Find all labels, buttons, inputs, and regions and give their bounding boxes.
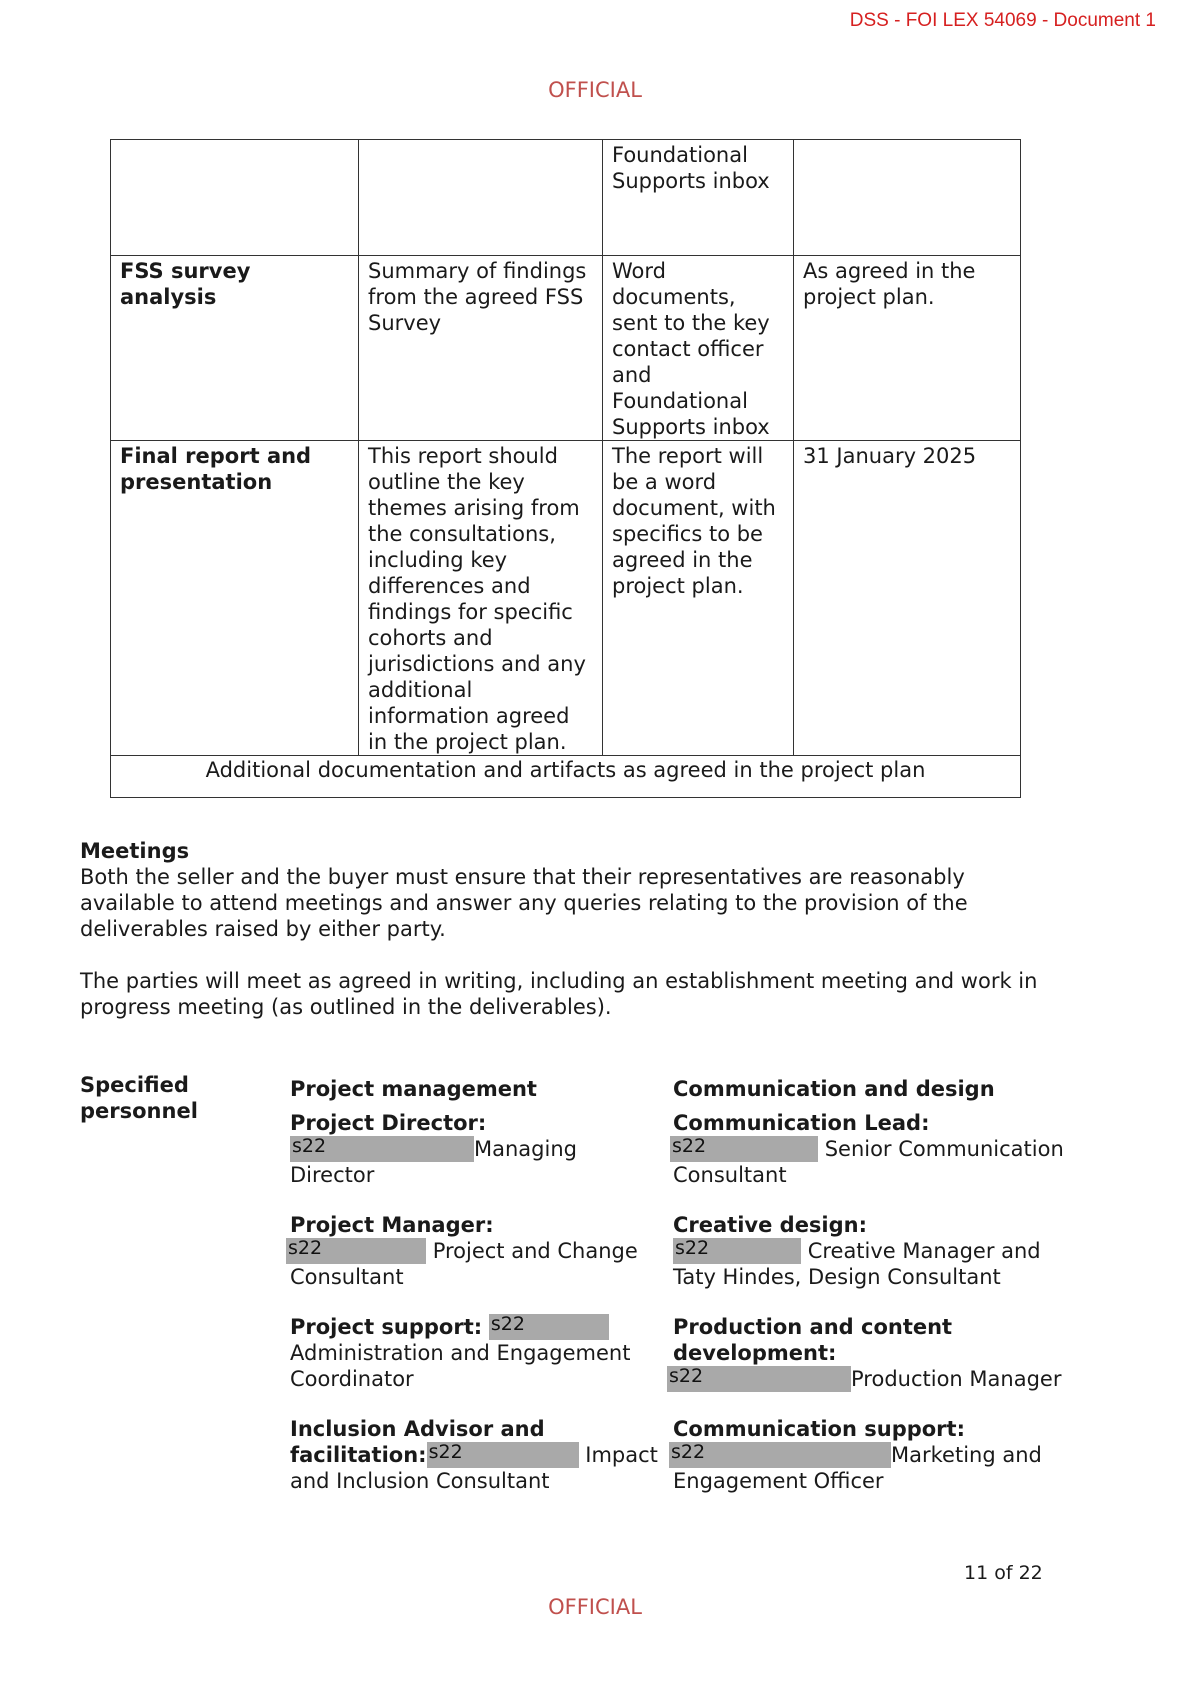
column-heading: Project management [290, 1077, 537, 1101]
role-title: facilitation: [290, 1443, 427, 1467]
position-text: Production Manager [851, 1367, 1062, 1391]
redaction-block: s22 [669, 1442, 891, 1468]
position-text: Director [290, 1163, 375, 1187]
table-row [111, 441, 1021, 756]
entry-line [669, 1365, 1073, 1392]
personnel-entry [290, 1212, 680, 1290]
personnel-entry [673, 1416, 1073, 1494]
personnel-entry [290, 1416, 680, 1494]
classification-marking-top: OFFICIAL [548, 78, 642, 102]
position-text: Marketing and [891, 1443, 1042, 1467]
role-title: Inclusion Advisor and [290, 1417, 545, 1441]
table-cell [359, 140, 603, 256]
meetings-paragraph: Both the seller and the buyer must ensure that their representatives are reasonably available to attend meetings and answer any queries relating to the provision of the deliverables raised by either party. [80, 865, 968, 941]
page-number: 11 of 22 [964, 1562, 1043, 1584]
personnel-entry [673, 1110, 1073, 1188]
redaction-block: s22 [290, 1136, 474, 1162]
table-cell: This report should outline the key themes arising from the consultations, including key differences and findings for specific cohorts and jurisdictions and any additional information agreed in the project plan. [359, 441, 603, 756]
table-footer-cell: Additional documentation and artifacts as agreed in the project plan [111, 756, 1021, 798]
redaction-block: s22 [673, 1238, 801, 1264]
role-title: Project support: [290, 1315, 483, 1339]
position-text: Consultant [673, 1163, 787, 1187]
table-cell [794, 140, 1021, 256]
column-heading: Communication and design [673, 1077, 995, 1101]
redaction-block: s22 [489, 1314, 609, 1340]
project-management-column [290, 1076, 680, 1518]
position-text: Creative Manager and [807, 1239, 1041, 1263]
entry-line [290, 1136, 680, 1162]
deliverable-name: FSS survey analysis [111, 256, 359, 441]
entry-line [673, 1136, 1073, 1162]
position-text: Project and Change [432, 1239, 638, 1263]
position-text: Consultant [290, 1265, 404, 1289]
table-row [111, 140, 1021, 256]
table-row [111, 756, 1021, 798]
foi-document-stamp: DSS - FOI LEX 54069 - Document 1 [849, 10, 1156, 31]
role-title: Communication support: [673, 1417, 965, 1441]
role-title: Production and content [673, 1315, 953, 1339]
table-cell: Summary of findings from the agreed FSS Survey [359, 256, 603, 441]
personnel-entry [290, 1314, 680, 1392]
position-text: Senior Communication [824, 1137, 1064, 1161]
label-text: personnel [80, 1099, 198, 1123]
communication-design-column [669, 1076, 1073, 1518]
role-title: Project Manager: [290, 1213, 494, 1237]
entry-line [673, 1238, 1073, 1264]
role-title: Communication Lead: [673, 1111, 930, 1135]
role-title: Creative design: [673, 1213, 868, 1237]
position-text: Impact [585, 1443, 658, 1467]
position-text: Administration and Engagement Coordinator [290, 1341, 631, 1391]
entry-line [290, 1238, 680, 1264]
personnel-entry [290, 1110, 680, 1188]
classification-marking-bottom: OFFICIAL [548, 1595, 642, 1619]
position-text: and Inclusion Consultant [290, 1469, 550, 1493]
personnel-entry [673, 1212, 1073, 1290]
table-cell: Word documents, sent to the key contact officer and Foundational Supports inbox [603, 256, 794, 441]
label-text: Specified [80, 1073, 189, 1097]
table-cell [111, 140, 359, 256]
position-text: Taty Hindes, Design Consultant [673, 1265, 1001, 1289]
table-row [111, 256, 1021, 441]
role-title: Project Director: [290, 1111, 487, 1135]
meetings-heading: Meetings [80, 839, 190, 863]
redaction-block: s22 [670, 1136, 818, 1162]
role-title: development: [673, 1341, 837, 1365]
deliverables-table [110, 139, 1021, 798]
deliverable-name: Final report and presentation [111, 441, 359, 756]
table-cell: As agreed in the project plan. [794, 256, 1021, 441]
meetings-paragraph: The parties will meet as agreed in writing, including an establishment meeting and work in progress meeting (as outlined in the deliverables). [80, 969, 1038, 1019]
position-text: Managing [474, 1137, 577, 1161]
table-cell: 31 January 2025 [794, 441, 1021, 756]
meetings-section [80, 838, 1040, 1020]
redaction-block: s22 [667, 1366, 851, 1392]
table-cell: The report will be a word document, with specifics to be agreed in the project plan. [603, 441, 794, 756]
entry-line [673, 1442, 1073, 1468]
position-text: Engagement Officer [673, 1469, 884, 1493]
specified-personnel-label [80, 1072, 198, 1124]
personnel-entry [669, 1314, 1073, 1392]
redaction-block: s22 [427, 1442, 579, 1468]
table-cell: Foundational Supports inbox [603, 140, 794, 256]
redaction-block: s22 [286, 1238, 426, 1264]
